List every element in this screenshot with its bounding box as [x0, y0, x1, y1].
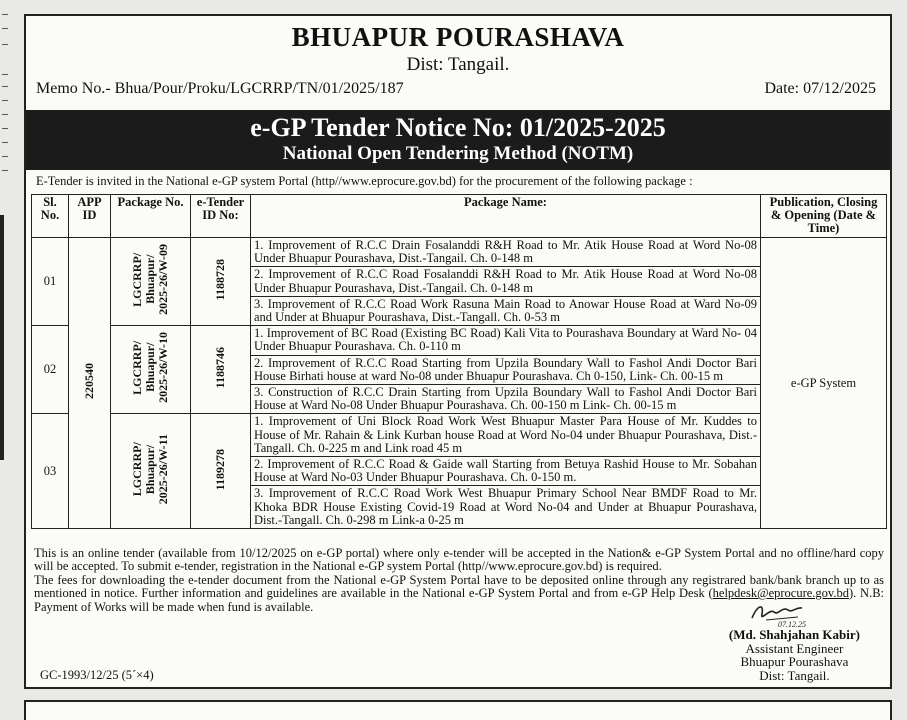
org-title: BHUAPUR POURASHAVA [291, 22, 625, 52]
publication-cell: e-GP System [761, 238, 887, 529]
tender-id-value: 1188728 [213, 258, 227, 301]
tender-id-cell [191, 238, 251, 326]
notice-title: e-GP Tender Notice No: 01/2025-2025 [250, 113, 666, 142]
package-no-value: LGCRRP/ Bhuapur/ 2025-26/W-09 [130, 244, 170, 316]
memo-number: Memo No.- Bhua/Pour/Proku/LGCRRP/TN/01/2025/187 [36, 80, 404, 97]
sl-cell: 01 [32, 238, 69, 326]
footer-para-2-text: The fees for downloading the e-tender document from the National e-GP System Portal have to be deposited online through any registrared bank/bank branch up to as mentioned in notice. Further information and guidelines are available in the National e-GP System Portal and from e-GP Help Desk ( [34, 572, 884, 601]
tender-method: National Open Tendering Method (NOTM) [282, 143, 634, 164]
header-package-no: Package No. [111, 195, 191, 238]
signature-date: 07.12.25 [778, 620, 806, 628]
header-tender-id: e-Tender ID No: [191, 195, 251, 238]
notice-date: Date: 07/12/2025 [764, 80, 876, 97]
package-name-cell: 3. Improvement of R.C.C Road Work West Bhuapur Primary School Near BMDF Road to Mr. Khoka BDR House Existing Covid-19 Road at Word No-04 and Under at Bhuapur Pourashava, Dist.-Tangall. Ch. 0-298 m Link-a 0-25 m [251, 486, 761, 529]
signatory-block [729, 628, 860, 682]
package-name-cell: 1. Improvement of R.C.C Drain Fosalanddi R&H Road to Mr. Atik House Road at Word No-08 Under Bhuapur Pourashava, Dist.-Tangail. Ch. 0-148 m [251, 238, 761, 267]
table-row [32, 238, 887, 267]
tender-id-value: 1189278 [213, 448, 227, 490]
header-package-name: Package Name: [251, 195, 761, 238]
helpdesk-email: helpdesk@eprocure.gov.bd [712, 586, 849, 601]
tender-id-value: 1188746 [213, 347, 227, 389]
tender-notice-sheet [24, 14, 892, 689]
table-row [32, 326, 887, 355]
package-table [31, 194, 887, 529]
intro-text: E-Tender is invited in the National e-GP system Portal (http//www.eprocure.gov.bd) for the procurement of the following package : [36, 174, 693, 188]
sl-cell: 02 [32, 326, 69, 414]
org-district: Dist: Tangail. [406, 54, 510, 75]
package-no-cell [111, 238, 191, 326]
package-no-cell [111, 326, 191, 414]
package-name-cell: 2. Improvement of R.C.C Road Starting from Upzila Boundary Wall to Fashol Andi Doctor Bari House Birhati house at ward No-08 under Bhuapur Pourashava. Ch 0-150, Link- Ch. 00-15 m [251, 355, 761, 384]
package-name-cell: 2. Improvement of R.C.C Road & Gaide wall Starting from Betuya Rashid House to Mr. Sobahan House at Ward No-03 Under Bhuapur Pourashava. Ch. 0-150 m. [251, 457, 761, 486]
header-sl: Sl. No. [32, 195, 69, 238]
package-no-value: LGCRRP/ Bhuapur/ 2025-26/W-10 [130, 332, 170, 404]
left-edge-bar [0, 215, 4, 460]
table-row [32, 414, 887, 457]
app-id-cell [69, 238, 111, 529]
package-no-value: LGCRRP/ Bhuapur/ 2025-26/W-11 [130, 434, 170, 505]
tender-id-cell [191, 414, 251, 529]
footer-para-1: This is an online tender (available from 10/12/2025 on e-GP portal) where only e-tender will be accepted in the Nation& e-GP System Portal and no offline/hard copy will be accepted. To submit e-tender, registration in the National e-GP system Portal (http//www.eprocure.gov.bd) is required. [34, 546, 884, 574]
signatory-district: Dist: Tangail. [759, 667, 830, 683]
signatory-name: (Md. Shahjahan Kabir) [728, 627, 860, 642]
signatory-office: Bhuapur Pourashava [740, 654, 849, 669]
app-id-value: 220540 [82, 363, 96, 400]
package-name-cell: 1. Improvement of BC Road (Existing BC Road) Kali Vita to Pourashava Boundary at Ward No- 04 Under Bhuapur Pourashava. Ch. 0-110 m [251, 326, 761, 355]
footer-para-2-end: ). N.B: Payment of Works will be made when fund is available. [34, 586, 885, 614]
package-name-cell: 3. Improvement of R.C.C Road Work Rasuna Main Road to Anowar House Road at Ward No-09 and Under at Bhuapur Pourashava, Dist.-Tangall. Ch. 0-53 m [251, 296, 761, 325]
package-no-cell [111, 414, 191, 529]
sl-cell: 03 [32, 414, 69, 529]
notice-banner [26, 110, 890, 170]
gc-reference: GC-1993/12/25 (5´×4) [40, 668, 154, 682]
handwritten-signature [748, 598, 808, 628]
package-name-cell: 2. Improvement of R.C.C Road Fosalanddi R&H Road to Mr. Atik House Road at Word No-08 Under Bhuapur Pourashava, Dist.-Tangail. Ch. 0-148 m [251, 267, 761, 296]
header-publication: Publication, Closing & Opening (Date & Time) [761, 195, 887, 238]
package-name-cell: 3. Construction of R.C.C Drain Starting from Upzila Boundary Wall to Fashol Andi Doctor Bari House at Ward No-08 Under Bhuapur Pourashava. Ch. 00-150 m Link- Ch. 00-15 m [251, 385, 761, 414]
tender-id-cell [191, 326, 251, 414]
header-app-id: APP ID [69, 195, 111, 238]
signatory-designation: Assistant Engineer [745, 640, 844, 656]
package-name-cell: 1. Improvement of Uni Block Road Work West Bhuapur Master Para House of Mr. Kuddes to House of Mr. Rahain & Link Kurban house Road at Word No-04 under Bhuapur Pourashava, Dist.-Tangall. Ch. 0-225 m and Link road 45 m [251, 414, 761, 457]
next-notice-edge [24, 700, 892, 720]
table-header-row [32, 195, 887, 238]
